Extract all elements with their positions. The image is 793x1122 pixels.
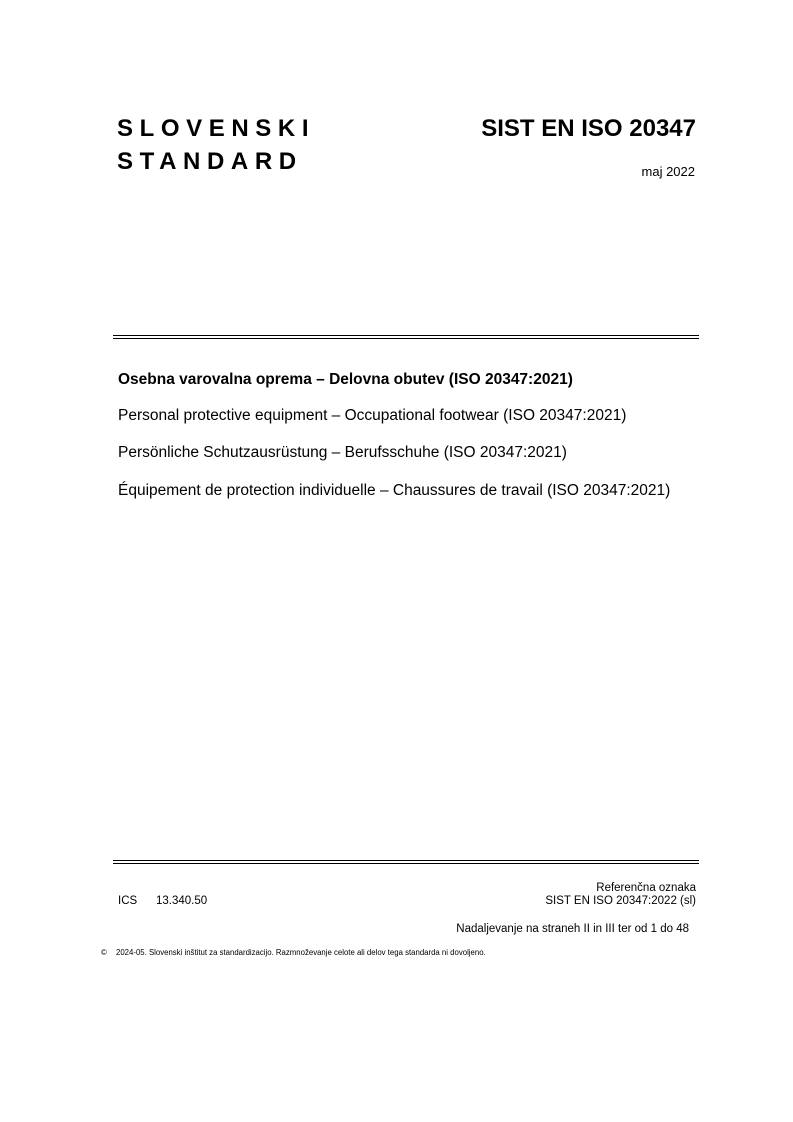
title-german: Persönliche Schutzausrüstung – Berufsschuhe (ISO 20347:2021) [118,444,567,461]
brand-title-line-1: SLOVENSKI [117,115,316,142]
title-slovenian: Osebna varovalna oprema – Delovna obutev (ISO 20347:2021) [118,371,573,388]
title-french: Équipement de protection individuelle – Chaussures de travail (ISO 20347:2021) [118,482,671,499]
reference-value: SIST EN ISO 20347:2022 (sl) [545,895,696,907]
brand-title-line-2: STANDARD [117,148,303,175]
reference-label: Referenčna oznaka [596,882,696,894]
ics-label: ICS [118,895,138,907]
copyright-text: 2024-05. Slovenski inštitut za standardizacijo. Razmnoževanje celote ali delov tega standarda ni dovoljeno. [116,948,486,957]
bottom-double-rule [113,860,699,864]
pages-note: Nadaljevanje na straneh II in III ter od 1 do 48 [456,923,689,935]
publication-date: maj 2022 [641,164,695,179]
standard-code: SIST EN ISO 20347 [481,115,696,142]
copyright-symbol: © [101,948,107,957]
ics-value: 13.340.50 [156,895,208,907]
reference-block [545,882,696,908]
top-double-rule [113,335,699,339]
title-english: Personal protective equipment – Occupational footwear (ISO 20347:2021) [118,407,627,424]
copyright-notice [101,948,486,958]
